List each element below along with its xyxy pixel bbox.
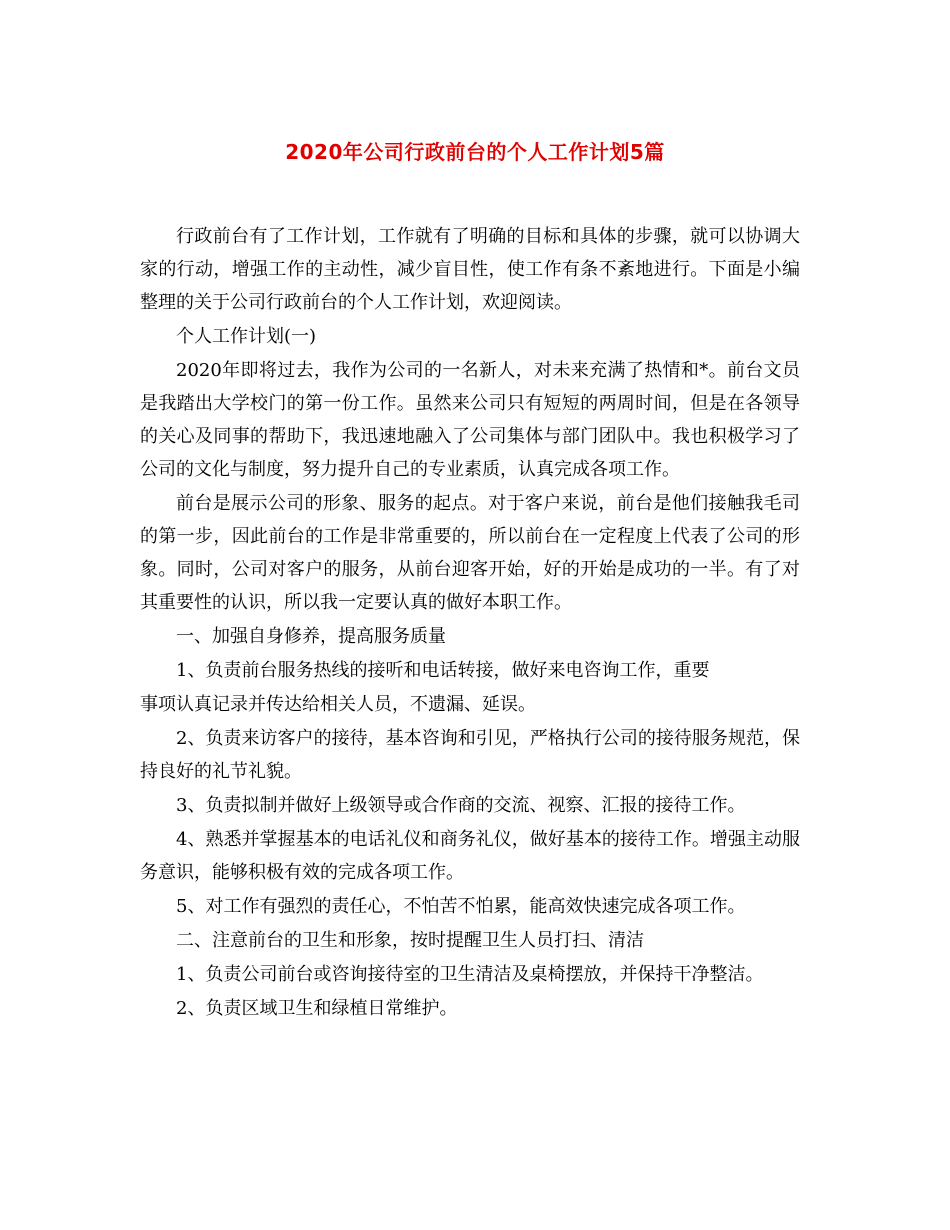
list-item: 5、对工作有强烈的责任心，不怕苦不怕累，能高效快速完成各项工作。 — [176, 896, 746, 917]
list-item: 2、负责区域卫生和绿植日常维护。 — [176, 998, 458, 1019]
paragraph-section-heading: 个人工作计划(一) — [176, 326, 317, 347]
list-item: 1、负责公司前台或咨询接待室的卫生清洁及桌椅摆放，并保持干净整洁。 — [176, 964, 764, 985]
paragraph-subheading: 二、注意前台的卫生和形象，按时提醒卫生人员打扫、清洁 — [176, 930, 644, 951]
list-item: 2、负责来访客户的接待，基本咨询和引见，严格执行公司的接待服务规范，保持良好的礼节礼貌。 — [140, 728, 800, 782]
paragraph: 前台是展示公司的形象、服务的起点。对于客户来说，前台是他们接触我毛司的第一步，因此前台的工作是非常重要的，所以前台在一定程度上代表了公司的形象。同时，公司对客户的服务，从前台迎客开始，好的开始是成功的一半。有了对其重要性的认识，所以我一定要认真的做好本职工作。 — [140, 493, 800, 613]
list-item: 4、熟悉并掌握基本的电话礼仪和商务礼仪，做好基本的接待工作。增强主动服务意识，能够积极有效的完成各项工作。 — [140, 829, 800, 883]
paragraph: 2020年即将过去，我作为公司的一名新人，对未来充满了热情和*。前台文员是我踏出大学校门的第一份工作。虽然来公司只有短短的两周时间，但是在各领导的关心及同事的帮助下，我迅速地融入了公司集体与部门团队中。我也积极学习了公司的文化与制度，努力提升自己的专业素质，认真完成各项工作。 — [140, 360, 800, 480]
document-body — [140, 220, 800, 1025]
list-item: 1、负责前台服务热线的接听和电话转接，做好来电咨询工作，重要 — [176, 660, 710, 681]
paragraph-subheading: 一、加强自身修养，提高服务质量 — [176, 626, 446, 647]
list-item: 3、负责拟制并做好上级领导或合作商的交流、视察、汇报的接待工作。 — [176, 795, 746, 816]
document-title: 2020年公司行政前台的个人工作计划5篇 — [285, 140, 665, 164]
list-item-continuation: 事项认真记录并传达给相关人员，不遗漏、延误。 — [140, 694, 536, 715]
paragraph-intro: 行政前台有了工作计划，工作就有了明确的目标和具体的步骤，就可以协调大家的行动，增强工作的主动性，减少盲目性，使工作有条不紊地进行。下面是小编整理的关于公司行政前台的个人工作计划，欢迎阅读。 — [140, 226, 800, 313]
